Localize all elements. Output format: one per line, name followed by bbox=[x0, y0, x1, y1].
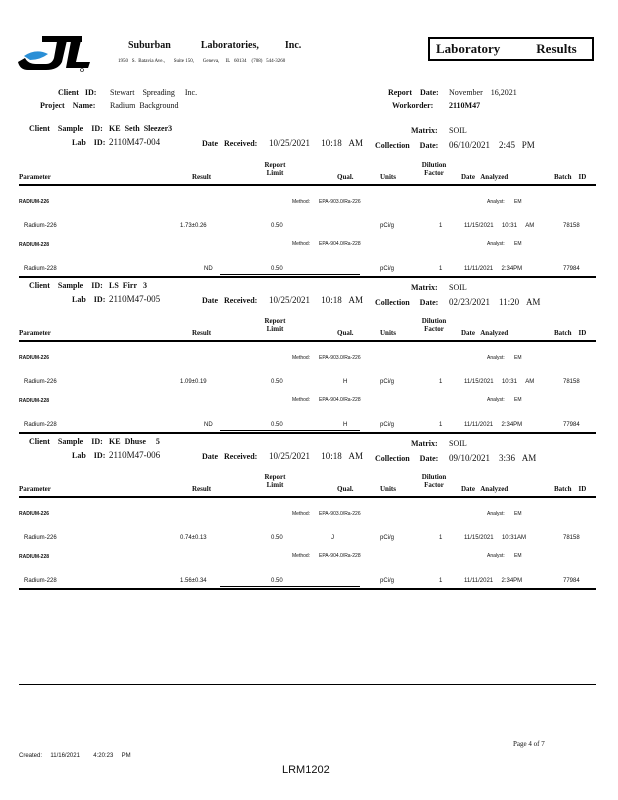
parameter: Radium-228 bbox=[24, 578, 57, 584]
collection-date-label: Collection Date: bbox=[375, 454, 439, 463]
result: ND bbox=[204, 422, 213, 428]
analyte-group: RADIUM-226 bbox=[19, 511, 50, 517]
client-sample-id-label: Client Sample ID: bbox=[29, 124, 103, 133]
method: EPA-903.0/Ra-226 bbox=[319, 511, 361, 517]
method-label: Method: bbox=[292, 199, 311, 205]
analyst-label: Analyst: bbox=[487, 199, 505, 205]
date-analyzed: 11/15/2021 10:31 AM bbox=[464, 223, 535, 229]
collection-date-label: Collection Date: bbox=[375, 298, 439, 307]
method-label: Method: bbox=[292, 355, 311, 361]
date-received-label: Date Received: bbox=[202, 452, 258, 461]
report-title: Laboratory Results bbox=[436, 41, 577, 56]
header-divider bbox=[19, 496, 596, 498]
analyst: EM bbox=[514, 553, 522, 559]
col-result: Result bbox=[192, 329, 212, 337]
section-divider bbox=[19, 276, 596, 278]
lab-id-label: Lab ID: bbox=[72, 295, 106, 304]
parameter: Radium-228 bbox=[24, 266, 57, 272]
col-qual: Qual. bbox=[337, 329, 354, 337]
batch-id: 78158 bbox=[563, 379, 580, 385]
dilution-factor: 1 bbox=[439, 266, 443, 272]
client-sample-id: KE Dhuse 5 bbox=[109, 437, 160, 446]
parameter: Radium-228 bbox=[24, 422, 57, 428]
client-sample-id-label: Client Sample ID: bbox=[29, 437, 103, 446]
report-limit: 0.50 bbox=[271, 422, 283, 428]
project-name-label: Project Name: bbox=[40, 101, 96, 110]
workorder: 2110M47 bbox=[449, 101, 481, 110]
result: 1.73±0.26 bbox=[180, 223, 207, 229]
client-sample-id-label: Client Sample ID: bbox=[29, 281, 103, 290]
result: 1.09±0.19 bbox=[180, 379, 207, 385]
report-limit: 0.50 bbox=[271, 578, 283, 584]
dilution-factor: 1 bbox=[439, 223, 443, 229]
units: pCi/g bbox=[380, 266, 395, 272]
col-qual: Qual. bbox=[337, 485, 354, 493]
col-batch-id: Batch ID bbox=[554, 485, 587, 493]
col-date-analyzed: Date Analyzed bbox=[461, 329, 509, 337]
matrix-label: Matrix: bbox=[411, 439, 438, 448]
collection-date: 06/10/2021 2:45 PM bbox=[449, 140, 535, 150]
report-limit: 0.50 bbox=[271, 266, 283, 272]
method: EPA-904.0/Ra-228 bbox=[319, 241, 361, 247]
date-analyzed: 11/15/2021 10:31 AM bbox=[464, 379, 535, 385]
date-received: 10/25/2021 10:18 AM bbox=[269, 138, 364, 148]
method-label: Method: bbox=[292, 553, 311, 559]
dilution-factor: 1 bbox=[439, 422, 443, 428]
col-units: Units bbox=[380, 329, 396, 337]
qualifier: H bbox=[343, 379, 348, 385]
client-sample-id: KE Seth Sleezer3 bbox=[109, 124, 173, 133]
analyte-group: RADIUM-226 bbox=[19, 199, 50, 205]
col-units: Units bbox=[380, 173, 396, 181]
col-qual: Qual. bbox=[337, 173, 354, 181]
analyst: EM bbox=[514, 355, 522, 361]
collection-date-label: Collection Date: bbox=[375, 141, 439, 150]
qualifier: H bbox=[343, 422, 348, 428]
result-underline bbox=[220, 586, 360, 587]
analyst: EM bbox=[514, 241, 522, 247]
matrix: SOIL bbox=[449, 126, 467, 135]
col-dilution-factor: Dilution Factor bbox=[421, 161, 447, 177]
col-result: Result bbox=[192, 485, 212, 493]
dilution-factor: 1 bbox=[439, 379, 443, 385]
report-date-label: Report Date: bbox=[388, 88, 439, 97]
units: pCi/g bbox=[380, 535, 395, 541]
analyte-group: RADIUM-226 bbox=[19, 355, 50, 361]
header-divider bbox=[19, 340, 596, 342]
col-date-analyzed: Date Analyzed bbox=[461, 485, 509, 493]
units: pCi/g bbox=[380, 223, 395, 229]
analyst: EM bbox=[514, 397, 522, 403]
col-date-analyzed: Date Analyzed bbox=[461, 173, 509, 181]
result-underline bbox=[220, 274, 360, 275]
parameter: Radium-226 bbox=[24, 379, 57, 385]
header-divider bbox=[19, 184, 596, 186]
col-report-limit: Report Limit bbox=[264, 161, 286, 177]
result: 0.74±0.13 bbox=[180, 535, 207, 541]
col-parameter: Parameter bbox=[19, 485, 51, 493]
date-received-label: Date Received: bbox=[202, 139, 258, 148]
lab-id: 2110M47-006 bbox=[109, 450, 161, 460]
date-analyzed: 11/11/2021 2:34PM bbox=[464, 578, 523, 584]
batch-id: 78158 bbox=[563, 535, 580, 541]
matrix-label: Matrix: bbox=[411, 126, 438, 135]
col-report-limit: Report Limit bbox=[264, 317, 286, 333]
col-batch-id: Batch ID bbox=[554, 329, 587, 337]
workorder-label: Workorder: bbox=[392, 101, 434, 110]
parameter: Radium-226 bbox=[24, 535, 57, 541]
method-label: Method: bbox=[292, 397, 311, 403]
date-received: 10/25/2021 10:18 AM bbox=[269, 451, 364, 461]
batch-id: 77984 bbox=[563, 266, 580, 272]
units: pCi/g bbox=[380, 422, 395, 428]
col-report-limit: Report Limit bbox=[264, 473, 286, 489]
page-number: Page 4 of 7 bbox=[513, 740, 545, 748]
dilution-factor: 1 bbox=[439, 535, 443, 541]
lab-id-label: Lab ID: bbox=[72, 138, 106, 147]
section-divider bbox=[19, 588, 596, 590]
batch-id: 78158 bbox=[563, 223, 580, 229]
analyte-group: RADIUM-228 bbox=[19, 554, 50, 560]
date-analyzed: 11/15/2021 10:31AM bbox=[464, 535, 526, 541]
analyst-label: Analyst: bbox=[487, 355, 505, 361]
report-limit: 0.50 bbox=[271, 379, 283, 385]
col-parameter: Parameter bbox=[19, 173, 51, 181]
date-received-label: Date Received: bbox=[202, 296, 258, 305]
method-label: Method: bbox=[292, 241, 311, 247]
company-name: Suburban Laboratories, Inc. bbox=[128, 40, 302, 51]
analyte-group: RADIUM-228 bbox=[19, 398, 50, 404]
created-stamp: Created: 11/16/2021 4:20:23 PM bbox=[19, 753, 131, 759]
col-units: Units bbox=[380, 485, 396, 493]
matrix: SOIL bbox=[449, 439, 467, 448]
method: EPA-903.0/Ra-226 bbox=[319, 355, 361, 361]
method: EPA-904.0/Ra-228 bbox=[319, 397, 361, 403]
client-sample-id: LS Firr 3 bbox=[109, 281, 148, 290]
units: pCi/g bbox=[380, 578, 395, 584]
form-id: LRM1202 bbox=[282, 764, 330, 776]
matrix: SOIL bbox=[449, 283, 467, 292]
method: EPA-903.0/Ra-226 bbox=[319, 199, 361, 205]
method-label: Method: bbox=[292, 511, 311, 517]
lab-id: 2110M47-004 bbox=[109, 137, 161, 147]
analyst: EM bbox=[514, 511, 522, 517]
report-date: November 16,2021 bbox=[449, 88, 517, 97]
client-id-label: Client ID: bbox=[58, 88, 97, 97]
company-address: 1950 S. Batavia Ave., Suite 150, Geneva, IL 60134 (708) 544-3260 bbox=[118, 59, 286, 64]
footer-divider bbox=[19, 684, 596, 685]
col-result: Result bbox=[192, 173, 212, 181]
analyst-label: Analyst: bbox=[487, 397, 505, 403]
dilution-factor: 1 bbox=[439, 578, 443, 584]
analyst-label: Analyst: bbox=[487, 241, 505, 247]
result-underline bbox=[220, 430, 360, 431]
result: 1.56±0.34 bbox=[180, 578, 207, 584]
units: pCi/g bbox=[380, 379, 395, 385]
date-analyzed: 11/11/2021 2:34PM bbox=[464, 266, 523, 272]
col-parameter: Parameter bbox=[19, 329, 51, 337]
date-received: 10/25/2021 10:18 AM bbox=[269, 295, 364, 305]
col-dilution-factor: Dilution Factor bbox=[421, 473, 447, 489]
client-name: Stewart Spreading Inc. bbox=[110, 88, 198, 97]
batch-id: 77984 bbox=[563, 578, 580, 584]
qualifier: J bbox=[331, 535, 334, 541]
report-limit: 0.50 bbox=[271, 223, 283, 229]
matrix-label: Matrix: bbox=[411, 283, 438, 292]
analyst-label: Analyst: bbox=[487, 553, 505, 559]
col-batch-id: Batch ID bbox=[554, 173, 587, 181]
lab-id-label: Lab ID: bbox=[72, 451, 106, 460]
date-analyzed: 11/11/2021 2:34PM bbox=[464, 422, 523, 428]
batch-id: 77984 bbox=[563, 422, 580, 428]
project-name: Radium Background bbox=[110, 101, 179, 110]
result: ND bbox=[204, 266, 213, 272]
col-dilution-factor: Dilution Factor bbox=[421, 317, 447, 333]
lab-id: 2110M47-005 bbox=[109, 294, 161, 304]
collection-date: 02/23/2021 11:20 AM bbox=[449, 297, 541, 307]
analyst: EM bbox=[514, 199, 522, 205]
analyte-group: RADIUM-228 bbox=[19, 242, 50, 248]
section-divider bbox=[19, 432, 596, 434]
report-limit: 0.50 bbox=[271, 535, 283, 541]
collection-date: 09/10/2021 3:36 AM bbox=[449, 453, 537, 463]
analyst-label: Analyst: bbox=[487, 511, 505, 517]
method: EPA-904.0/Ra-228 bbox=[319, 553, 361, 559]
parameter: Radium-226 bbox=[24, 223, 57, 229]
